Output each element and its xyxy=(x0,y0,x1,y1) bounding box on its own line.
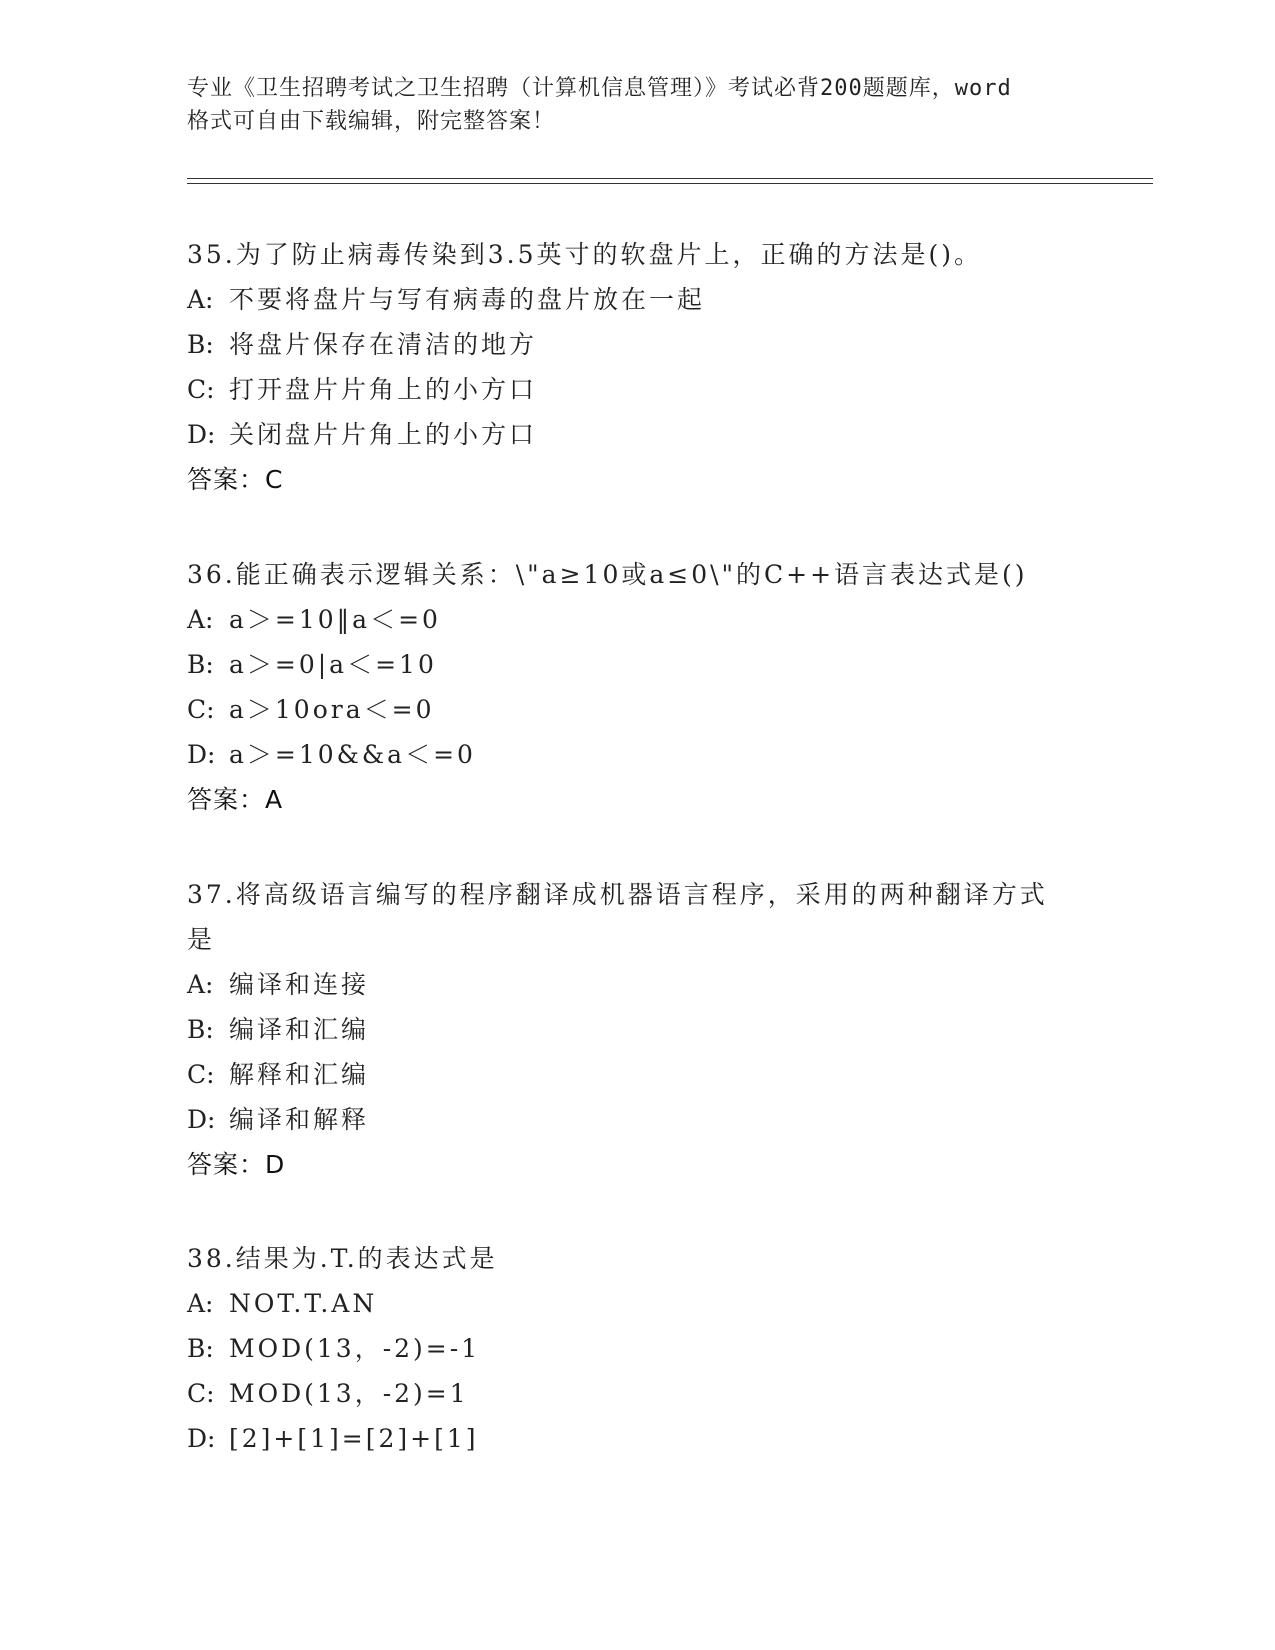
header-divider-bottom xyxy=(187,183,1153,184)
question-title: 35.为了防止病毒传染到3.5英寸的软盘片上，正确的方法是()。 xyxy=(187,240,983,269)
header-line-2: 格式可自由下载编辑，附完整答案！ xyxy=(187,109,556,134)
option-text: a＞=10‖a＜=0 xyxy=(229,605,441,634)
option-letter: D: xyxy=(187,740,216,769)
question-title: 37.将高级语言编写的程序翻译成机器语言程序，采用的两种翻译方式是 xyxy=(187,880,1048,954)
option-d xyxy=(187,1416,1127,1461)
option-text: a＞10ora＜=0 xyxy=(229,695,435,724)
answer-line: 答案：D xyxy=(187,1150,286,1179)
option-a xyxy=(187,597,1127,642)
option-d xyxy=(187,412,1127,457)
answer-line: 答案：C xyxy=(187,465,284,494)
option-c xyxy=(187,1371,1127,1416)
answer-line: 答案：A xyxy=(187,785,284,814)
option-letter: D: xyxy=(187,420,216,449)
option-text: MOD(13，-2)=-1 xyxy=(229,1334,481,1363)
option-letter: C: xyxy=(187,1060,215,1089)
option-text: 打开盘片片角上的小方口 xyxy=(229,375,538,404)
question-title: 36.能正确表示逻辑关系：\"a≥10或a≤0\"的C++语言表达式是() xyxy=(187,560,1028,589)
option-letter: A: xyxy=(187,1289,214,1318)
option-c xyxy=(187,367,1127,412)
option-c xyxy=(187,1052,1127,1097)
option-b xyxy=(187,642,1127,687)
option-text: 关闭盘片片角上的小方口 xyxy=(229,420,538,449)
option-letter: A: xyxy=(187,970,214,999)
option-letter: D: xyxy=(187,1105,216,1134)
document-header xyxy=(187,72,1087,138)
header-line-1: 专业《卫生招聘考试之卫生招聘（计算机信息管理）》考试必背200题题库，word xyxy=(187,76,1012,101)
option-text: 不要将盘片与写有病毒的盘片放在一起 xyxy=(229,285,706,314)
option-letter: C: xyxy=(187,695,215,724)
option-a xyxy=(187,962,1127,1007)
option-letter: B: xyxy=(187,1015,214,1044)
option-b xyxy=(187,1007,1127,1052)
option-b xyxy=(187,1326,1127,1371)
option-text: 将盘片保存在清洁的地方 xyxy=(229,330,538,359)
option-a xyxy=(187,1281,1127,1326)
question-37 xyxy=(187,872,1127,1187)
option-letter: B: xyxy=(187,330,214,359)
option-letter: C: xyxy=(187,1379,215,1408)
option-letter: A: xyxy=(187,605,214,634)
option-text: 编译和解释 xyxy=(229,1105,370,1134)
question-38 xyxy=(187,1236,1127,1461)
option-text: [2]+[1]=[2]+[1] xyxy=(229,1424,479,1453)
option-text: 编译和汇编 xyxy=(229,1015,370,1044)
option-text: NOT.T.AN xyxy=(229,1289,378,1318)
option-letter: B: xyxy=(187,1334,214,1363)
option-text: a＞=0|a＜=10 xyxy=(229,650,437,679)
option-letter: D: xyxy=(187,1424,216,1453)
option-text: 解释和汇编 xyxy=(229,1060,370,1089)
option-text: MOD(13，-2)=1 xyxy=(229,1379,469,1408)
option-b xyxy=(187,322,1127,367)
option-letter: A: xyxy=(187,285,214,314)
option-text: a＞=10&&a＜=0 xyxy=(229,740,476,769)
option-d xyxy=(187,1097,1127,1142)
option-text: 编译和连接 xyxy=(229,970,370,999)
option-c xyxy=(187,687,1127,732)
question-title: 38.结果为.T.的表达式是 xyxy=(187,1244,498,1273)
question-35 xyxy=(187,232,1127,502)
question-36 xyxy=(187,552,1127,822)
option-d xyxy=(187,732,1127,777)
header-divider-top xyxy=(187,178,1153,179)
option-a xyxy=(187,277,1127,322)
option-letter: C: xyxy=(187,375,215,404)
option-letter: B: xyxy=(187,650,214,679)
